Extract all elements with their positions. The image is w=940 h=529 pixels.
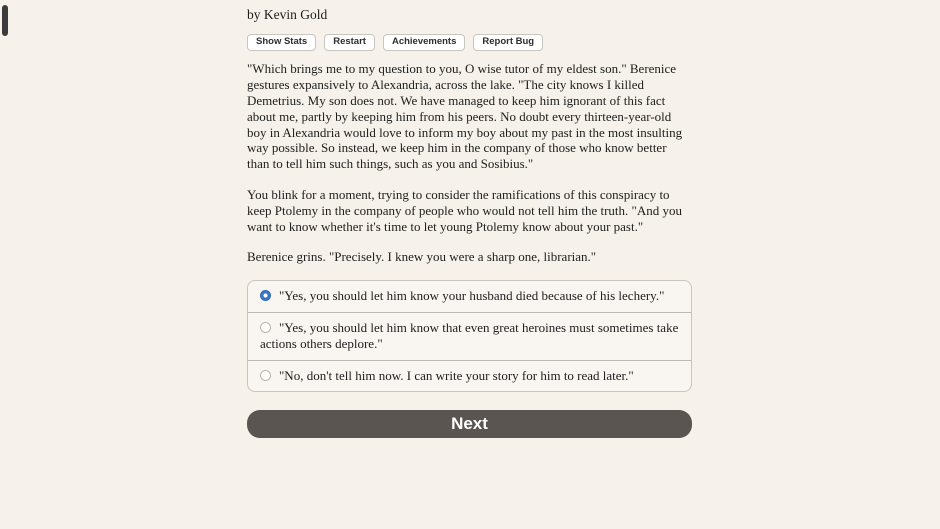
next-button[interactable]: Next bbox=[247, 410, 692, 438]
story-text bbox=[247, 61, 692, 265]
choice-option-label: "No, don't tell him now. I can write your story for him to read later." bbox=[279, 367, 634, 383]
choice-option-3[interactable] bbox=[248, 360, 691, 392]
choice-list bbox=[247, 280, 692, 392]
show-stats-button[interactable]: Show Stats bbox=[247, 34, 316, 51]
story-paragraph: You blink for a moment, trying to consider the ramifications of this conspiracy to keep Ptolemy in the company of people who would not tell him the truth. "And you want to know whether it's time to let young Ptolemy know about your past." bbox=[247, 187, 682, 234]
radio-unselected-icon[interactable] bbox=[260, 370, 271, 381]
choice-option-label: "Yes, you should let him know that even great heroines must sometimes take actions others deplore." bbox=[260, 320, 679, 351]
report-bug-button[interactable]: Report Bug bbox=[473, 34, 543, 51]
choice-option-1[interactable] bbox=[248, 281, 691, 312]
choice-option-label: "Yes, you should let him know your husband died because of his lechery." bbox=[279, 288, 665, 304]
byline: by Kevin Gold bbox=[247, 7, 328, 22]
content-column bbox=[247, 0, 692, 438]
restart-button[interactable]: Restart bbox=[324, 34, 375, 51]
choice-option-2[interactable] bbox=[248, 312, 691, 360]
story-paragraph: "Which brings me to my question to you, O wise tutor of my eldest son." Berenice gestures expansively to Alexandria, across the lake. "The city knows I killed Demetrius. My son does not. We have managed to keep him ignorant of this fact about me, partly by keeping him from his peers. No doubt every thirteen-year-old boy in Alexandria would love to inform my boy about my past in the most insulting way possible. So instead, we keep him in the company of those who know better than to tell him such things, such as you and Sosibius." bbox=[247, 61, 683, 172]
radio-selected-icon[interactable] bbox=[260, 290, 271, 301]
scrollbar-thumb[interactable] bbox=[2, 5, 8, 36]
radio-unselected-icon[interactable] bbox=[260, 322, 271, 333]
toolbar bbox=[247, 34, 692, 51]
story-paragraph: Berenice grins. "Precisely. I knew you were a sharp one, librarian." bbox=[247, 249, 597, 265]
achievements-button[interactable]: Achievements bbox=[383, 34, 465, 51]
